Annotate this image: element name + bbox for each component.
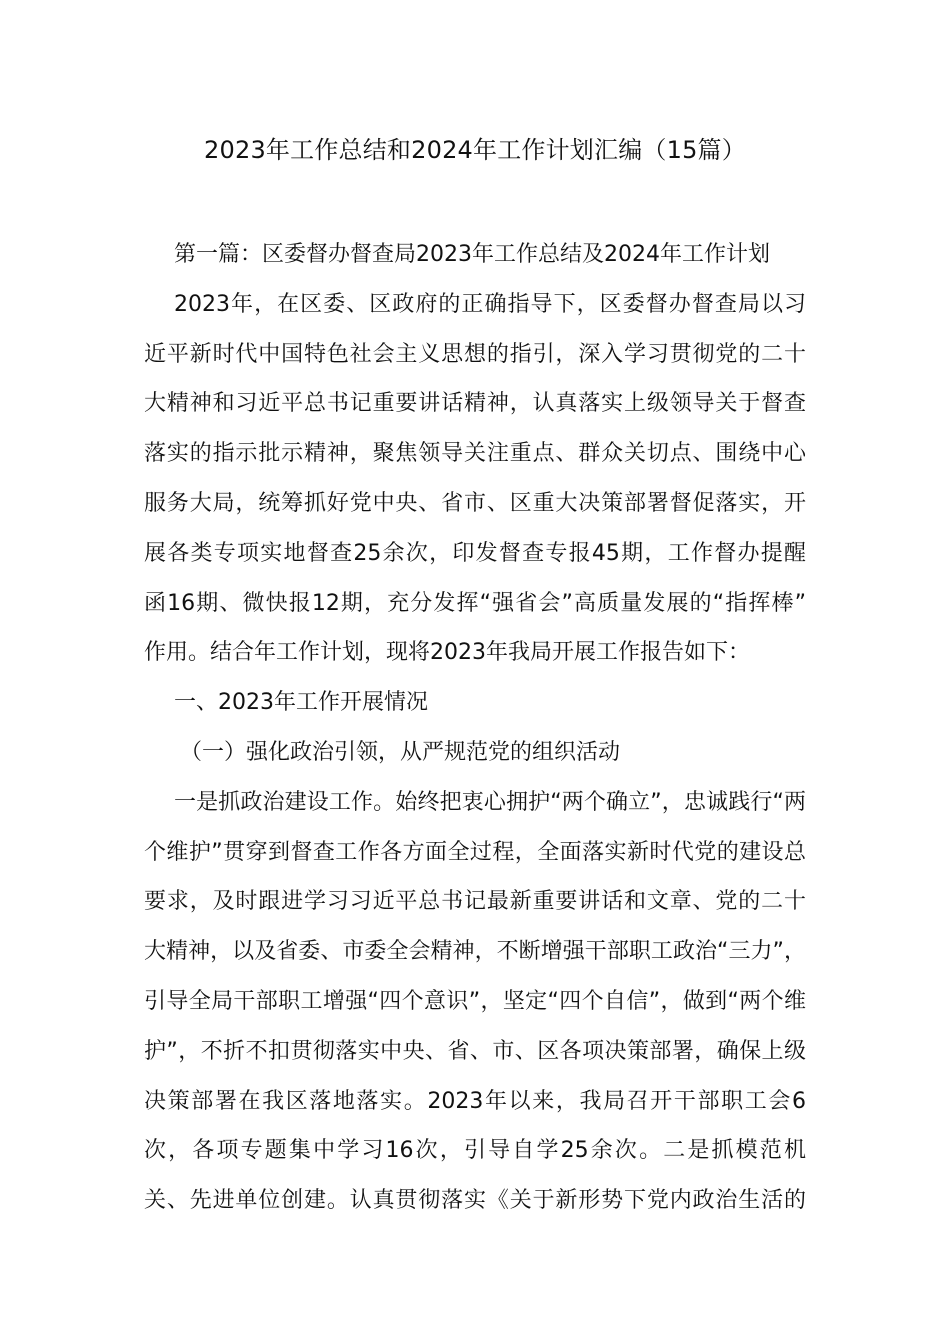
paragraph-line: 作用。结合年工作计划，现将2023年我局开展工作报告如下：: [144, 640, 750, 666]
paragraph-line: 护”，不折不扣贯彻落实中央、省、市、区各项决策部署，确保上级: [144, 1038, 806, 1064]
paragraph-line: 大精神和习近平总书记重要讲话精神，认真落实上级领导关于督查: [144, 391, 806, 417]
paragraph-line: 落实的指示批示精神，聚焦领导关注重点、群众关切点、围绕中心: [144, 441, 806, 467]
paragraph-line: 大精神，以及省委、市委全会精神，不断增强干部职工政治“三力”，: [144, 939, 806, 965]
paragraph-line: 次，各项专题集中学习16次，引导自学25余次。二是抓模范机: [144, 1138, 806, 1164]
paragraph-line: 一是抓政治建设工作。始终把衷心拥护“两个确立”，忠诚践行“两: [174, 789, 806, 815]
paragraph-line: 个维护”贯穿到督查工作各方面全过程，全面落实新时代党的建设总: [144, 839, 806, 865]
paragraph-line: 服务大局，统筹抓好党中央、省市、区重大决策部署督促落实，开: [144, 490, 806, 516]
document-body: [144, 230, 806, 1226]
paragraph-line: 2023年，在区委、区政府的正确指导下，区委督办督查局以习: [174, 291, 806, 317]
paragraph-line: 要求，及时跟进学习习近平总书记最新重要讲话和文章、党的二十: [144, 889, 806, 915]
paragraph-line: 关、先进单位创建。认真贯彻落实《关于新形势下党内政治生活的: [144, 1188, 806, 1214]
paragraph-line: 函16期、微快报12期，充分发挥“强省会”高质量发展的“指挥棒”: [144, 590, 806, 616]
paragraph-line: 决策部署在我区落地落实。2023年以来，我局召开干部职工会6: [144, 1088, 806, 1114]
paragraph-line: 近平新时代中国特色社会主义思想的指引，深入学习贯彻党的二十: [144, 341, 806, 367]
paragraph-line: 引导全局干部职工增强“四个意识”，坚定“四个自信”，做到“两个维: [144, 988, 806, 1014]
chapter-heading: 第一篇：区委督办督查局2023年工作总结及2024年工作计划: [174, 242, 770, 267]
subsection-heading: （一）强化政治引领，从严规范党的组织活动: [180, 739, 621, 765]
paragraph-line: 展各类专项实地督查25余次，印发督查专报45期，工作督办提醒: [144, 540, 806, 566]
document-title: 2023年工作总结和2024年工作计划汇编（15篇）: [204, 136, 746, 164]
section-heading: 一、2023年工作开展情况: [174, 690, 428, 716]
